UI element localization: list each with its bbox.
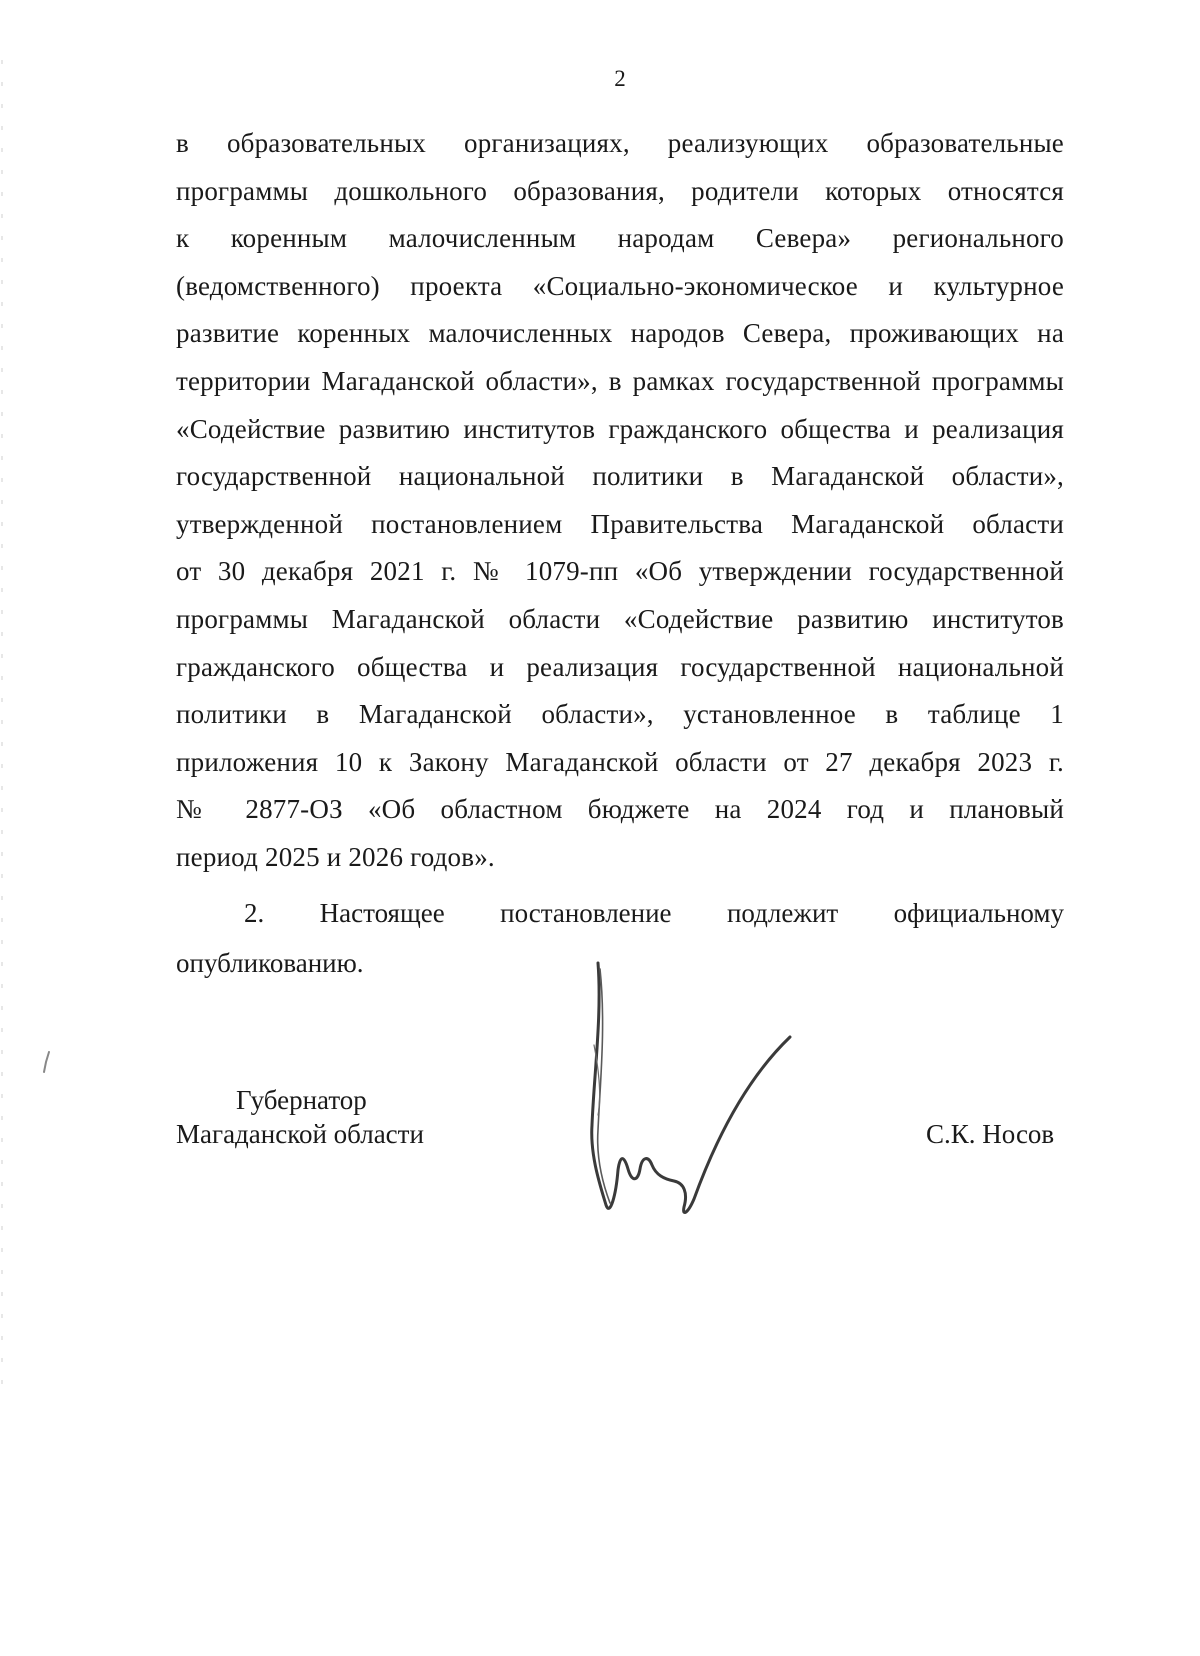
paragraph-1-line: в образовательных организациях, реализующих образовательные xyxy=(176,128,1064,158)
paragraph-2-line: 2. Настоящее постановление подлежит официальному xyxy=(244,898,1064,928)
signatory-title-line: Магаданской области xyxy=(176,1119,424,1149)
paragraph-1-line: «Содействие развитию институтов гражданского общества и реализация xyxy=(176,413,1064,444)
paragraph-1 xyxy=(176,120,1064,882)
paragraph-1-line: № 2877-ОЗ «Об областном бюджете на 2024 год и плановый xyxy=(176,794,1064,825)
scan-edge-marks xyxy=(0,0,6,1656)
paragraph-1-line: от 30 декабря 2021 г. № 1079-пп «Об утверждении государственной xyxy=(176,556,1064,587)
paragraph-1-line: территории Магаданской области», в рамках государственной программы xyxy=(176,365,1064,396)
signatory-title-line: Губернатор xyxy=(236,1085,367,1115)
handwritten-signature xyxy=(580,955,810,1225)
signatory-name: С.К. Носов xyxy=(926,1119,1055,1149)
paragraph-1-line: (ведомственного) проекта «Социально-экономическое и культурное xyxy=(176,270,1064,301)
paragraph-1-line: государственной национальной политики в Магаданской области», xyxy=(176,461,1064,492)
signatory-title xyxy=(176,1083,424,1151)
paragraph-1-line: приложения 10 к Закону Магаданской области от 27 декабря 2023 г. xyxy=(176,746,1064,777)
page-number: 2 xyxy=(614,66,626,91)
paragraph-1-line: программы дошкольного образования, родители которых относятся xyxy=(176,175,1064,206)
paragraph-1-line: политики в Магаданской области», установленное в таблице 1 xyxy=(176,699,1064,730)
paragraph-1-line: гражданского общества и реализация государственной национальной xyxy=(176,651,1064,682)
paragraph-1-line: программы Магаданской области «Содействие развитию институтов xyxy=(176,603,1064,634)
paragraph-1-line: утвержденной постановлением Правительства Магаданской области xyxy=(176,508,1064,539)
scan-artifact-mark xyxy=(40,1050,54,1076)
paragraph-2-line: опубликованию. xyxy=(176,948,364,978)
paragraph-1-line: к коренным малочисленным народам Севера» регионального xyxy=(176,223,1064,254)
paragraph-1-line: развитие коренных малочисленных народов Севера, проживающих на xyxy=(176,318,1064,349)
paragraph-1-line: период 2025 и 2026 годов». xyxy=(176,841,495,872)
